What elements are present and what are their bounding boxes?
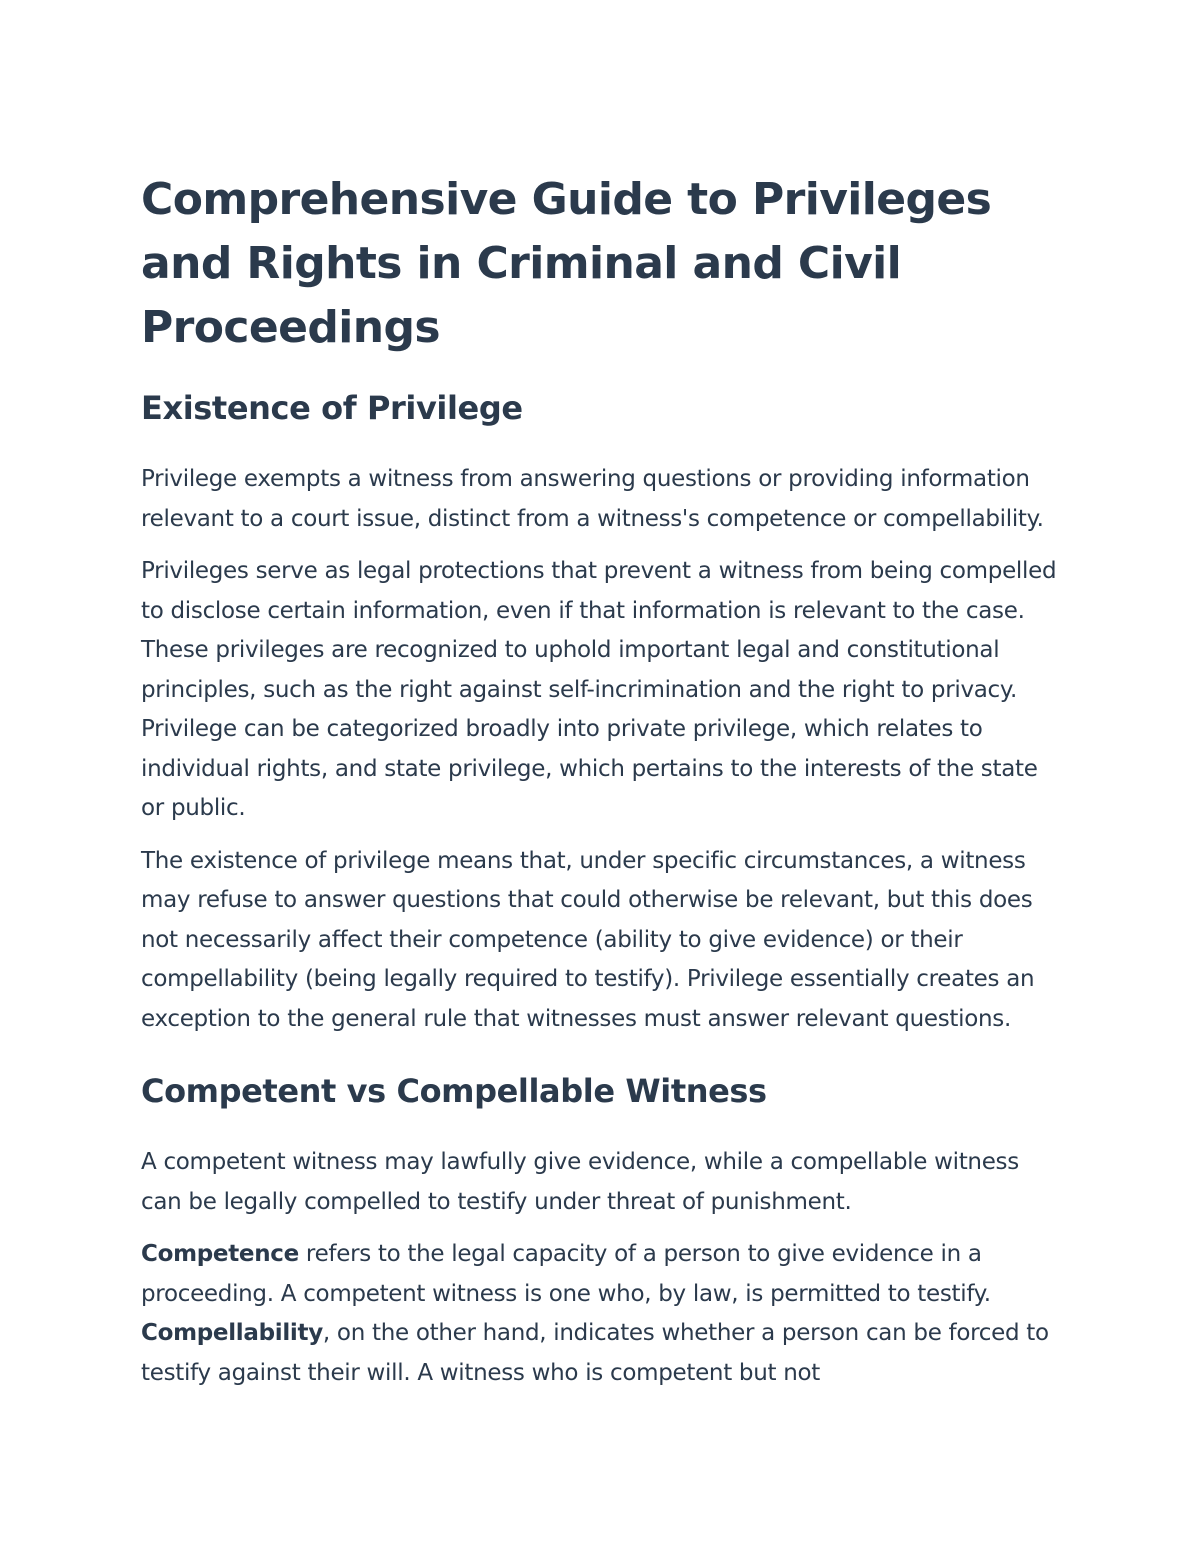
paragraph-text: refers to the legal capacity of a person to give evidence in a proceeding. A competent witness is one who, by law, is permitted to testify. (141, 1241, 991, 1307)
section-heading-competent-vs-compellable: Competent vs Compellable Witness (141, 1072, 767, 1110)
section-heading-existence-of-privilege: Existence of Privilege (141, 389, 523, 427)
paragraph: The existence of privilege means that, under specific circumstances, a witness may refuse to answer questions that could otherwise be relevant, but this does not necessarily affect their competence (ability to give evidence) or their compellability (being legally required to testify). Privilege essentially creates an exception to the general rule that witnesses must answer relevant questions. (141, 847, 1035, 1032)
paragraph: Privilege exempts a witness from answering questions or providing information relevant to a court issue, distinct from a witness's competence or compellability. (141, 466, 1044, 532)
term-competence: Competence (141, 1241, 299, 1267)
document-title: Comprehensive Guide to Privileges and Rights in Criminal and Civil Proceedings (141, 174, 992, 353)
paragraph: Privileges serve as legal protections that prevent a witness from being compelled to disclose certain information, even if that information is relevant to the case. These privileges are recognized to uphold important legal and constitutional principles, such as the right against self-incrimination and the right to privacy. Privilege can be categorized broadly into private privilege, which relates to individual rights, and state privilege, which pertains to the interests of the state or public. (141, 558, 1057, 821)
document-page (141, 168, 1066, 1393)
paragraph-text: , on the other hand, indicates whether a person can be forced to testify against their will. A witness who is competent but not (141, 1320, 1049, 1386)
paragraph: A competent witness may lawfully give evidence, while a compellable witness can be legally compelled to testify under threat of punishment. (141, 1149, 1019, 1215)
term-compellability: Compellability (141, 1320, 323, 1346)
paragraph-competence-definition (141, 1235, 1066, 1393)
